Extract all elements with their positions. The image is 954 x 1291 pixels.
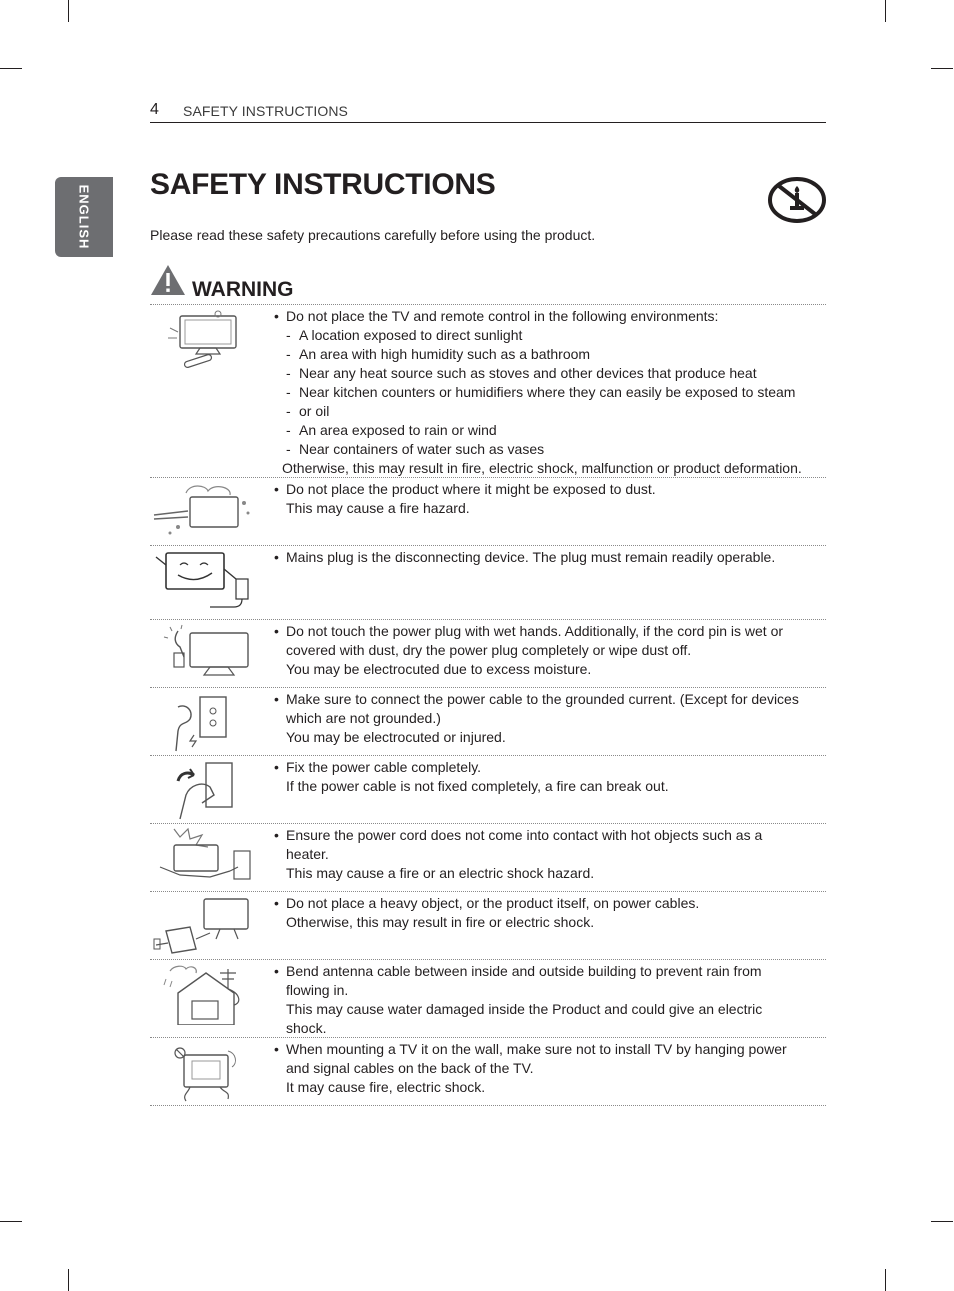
heavy-object-on-cable-illustration — [150, 895, 260, 957]
warning-item — [150, 1038, 826, 1106]
item-line: • Bend antenna cable between inside and outside building to prevent rain from — [274, 962, 826, 981]
warning-item — [150, 620, 826, 688]
warning-item — [150, 305, 826, 478]
warning-item — [150, 824, 826, 892]
item-line: If the power cable is not fixed completely, a fire can break out. — [286, 778, 669, 794]
item-line: • Mains plug is the disconnecting device. The plug must remain readily operable. — [274, 548, 826, 567]
sub-item: - Near any heat source such as stoves and other devices that produce heat — [274, 364, 826, 383]
item-line: heater. — [286, 846, 329, 862]
item-line: • Fix the power cable completely. — [274, 758, 826, 777]
item-line: It may cause fire, electric shock. — [286, 1079, 486, 1095]
grounded-outlet-illustration — [150, 691, 260, 753]
hot-objects-cord-illustration — [150, 827, 260, 889]
warning-item — [150, 478, 826, 546]
item-line: • Ensure the power cord does not come into contact with hot objects such as a — [274, 826, 826, 845]
language-tab — [55, 177, 113, 257]
warning-label: WARNING — [192, 278, 294, 301]
item-line: • Do not place a heavy object, or the product itself, on power cables. — [274, 894, 826, 913]
item-line: You may be electrocuted due to excess moisture. — [286, 661, 592, 677]
running-title: SAFETY INSTRUCTIONS — [183, 103, 348, 119]
fix-power-cable-illustration — [150, 759, 260, 821]
item-line: and signal cables on the back of the TV. — [286, 1060, 534, 1076]
page-header — [150, 100, 826, 123]
warning-triangle-icon — [150, 264, 186, 296]
warning-list — [150, 304, 826, 1106]
tv-environment-illustration — [150, 308, 260, 370]
item-line: covered with dust, dry the power plug completely or wipe dust off. — [286, 642, 692, 658]
wet-hands-plug-illustration — [150, 623, 260, 685]
crop-mark — [931, 68, 953, 69]
page-number: 4 — [150, 101, 159, 118]
item-line: • Do not place the TV and remote control in the following environments: — [274, 307, 826, 326]
item-line: shock. — [286, 1020, 327, 1036]
item-line: flowing in. — [286, 982, 349, 998]
item-line: This may cause a fire or an electric shock hazard. — [286, 865, 595, 881]
language-tab-label: ENGLISH — [76, 184, 92, 250]
sub-item: - An area exposed to rain or wind — [274, 421, 826, 440]
warning-item — [150, 756, 826, 824]
mains-plug-illustration — [150, 549, 260, 611]
warning-item — [150, 546, 826, 620]
item-line: This may cause water damaged inside the Product and could give an electric — [286, 1001, 763, 1017]
page-title: SAFETY INSTRUCTIONS — [150, 168, 496, 201]
sub-item: - Near kitchen counters or humidifiers where they can easily be exposed to steam — [274, 383, 826, 402]
warning-heading — [150, 264, 826, 300]
crop-mark — [68, 0, 69, 22]
crop-mark — [931, 1221, 953, 1222]
item-line: which are not grounded.) — [286, 710, 441, 726]
crop-mark — [0, 1221, 22, 1222]
antenna-cable-illustration — [150, 963, 260, 1025]
warning-item — [150, 892, 826, 960]
item-line: • When mounting a TV it on the wall, make sure not to install TV by hanging power — [274, 1040, 826, 1059]
intro-text: Please read these safety precautions carefully before using the product. — [150, 227, 596, 243]
item-line: Otherwise, this may result in fire or electric shock. — [286, 914, 595, 930]
item-line: • Do not place the product where it might be exposed to dust. — [274, 480, 826, 499]
item-line: You may be electrocuted or injured. — [286, 729, 506, 745]
item-consequence: Otherwise, this may result in fire, electric shock, malfunction or product deformation. — [282, 460, 802, 476]
crop-mark — [68, 1269, 69, 1291]
sub-item: - A location exposed to direct sunlight — [274, 326, 826, 345]
warning-item — [150, 960, 826, 1038]
sub-item-continuation: - or oil — [274, 402, 826, 421]
item-line: This may cause a fire hazard. — [286, 500, 470, 516]
wall-mount-cables-illustration — [150, 1041, 260, 1103]
crop-mark — [885, 1269, 886, 1291]
item-line: • Make sure to connect the power cable to the grounded current. (Except for devices — [274, 690, 826, 709]
no-placing-on-tv-icon — [767, 176, 827, 224]
sub-item: - Near containers of water such as vases — [274, 440, 826, 459]
warning-item — [150, 688, 826, 756]
item-line: • Do not touch the power plug with wet hands. Additionally, if the cord pin is wet or — [274, 622, 826, 641]
sub-item: - An area with high humidity such as a bathroom — [274, 345, 826, 364]
crop-mark — [885, 0, 886, 22]
dust-exposure-illustration — [150, 481, 260, 543]
crop-mark — [0, 68, 22, 69]
